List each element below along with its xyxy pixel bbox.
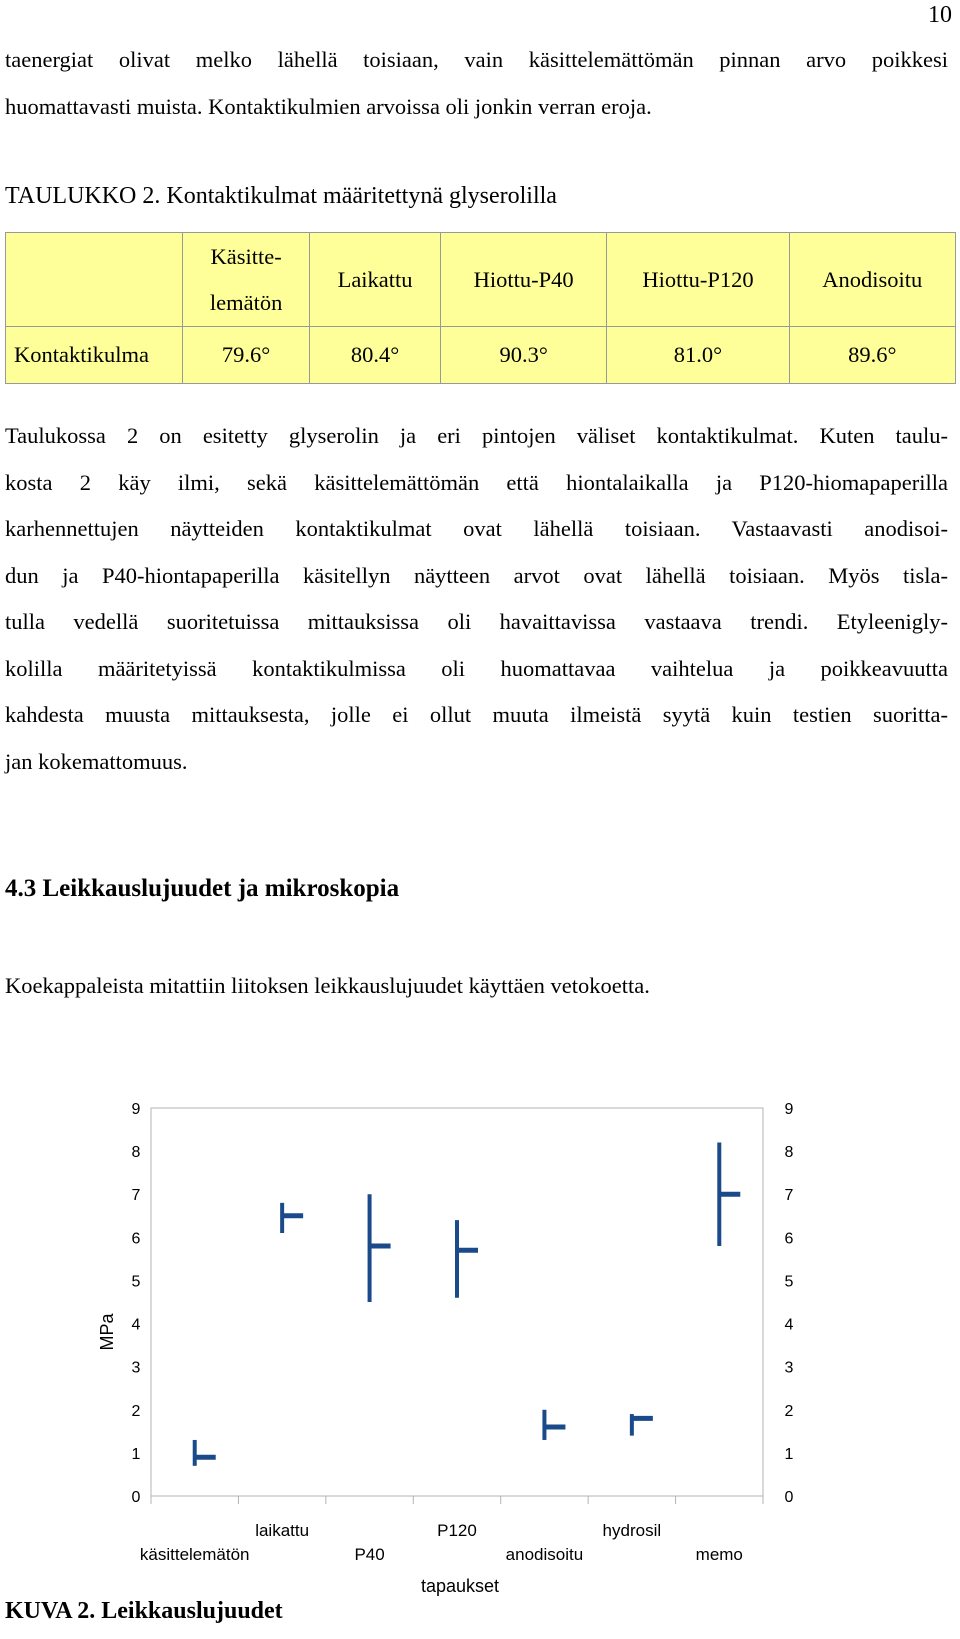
table-cell: 89.6° xyxy=(789,327,955,384)
section-text: Koekappaleista mitattiin liitoksen leikkauslujuudet käyttäen vetokoetta. xyxy=(5,973,650,998)
table-header-cell: Laikattu xyxy=(310,233,441,327)
y-tick-label-right: 1 xyxy=(784,1445,794,1463)
body-line: karhennettujen näytteiden kontaktikulmat ovat lähellä toisiaan. Vastaavasti anodisoi- xyxy=(5,516,948,541)
y-tick-label-left: 3 xyxy=(131,1359,141,1377)
section-heading: 4.3 Leikkauslujuudet ja mikroskopia xyxy=(5,875,400,902)
table-header-cell: Hiottu-P40 xyxy=(440,233,606,327)
table-header-cell xyxy=(183,233,310,327)
header-kasittelematon-1: Käsitte- xyxy=(210,243,282,269)
page-number: 10 xyxy=(928,2,952,28)
table-header-cell: Anodisoitu xyxy=(789,233,955,327)
shear-strength-chart xyxy=(0,1090,960,1610)
y-tick-label-left: 9 xyxy=(131,1101,141,1118)
x-axis xyxy=(140,1496,763,1564)
x-tick-label: anodisoitu xyxy=(505,1545,584,1564)
y-tick-label-left: 4 xyxy=(131,1316,141,1334)
y-tick-label-right: 0 xyxy=(784,1489,794,1506)
table-cell: 90.3° xyxy=(440,327,606,384)
table-header-row xyxy=(6,233,956,327)
plot-area xyxy=(151,1108,763,1496)
y-tick-label-right: 9 xyxy=(784,1101,794,1118)
y-tick-label-left: 2 xyxy=(131,1402,141,1420)
y-tick-label-left: 5 xyxy=(131,1273,141,1291)
x-tick-label: käsittelemätön xyxy=(139,1545,250,1564)
table-header-cell: Hiottu-P120 xyxy=(607,233,789,327)
body-line: tulla vedellä suoritetuissa mittauksissa oli havaittavissa vastaava trendi. Etyleenigly- xyxy=(5,609,948,634)
intro-line: taenergiat olivat melko lähellä toisiaan, vain käsittelemättömän pinnan arvo poikkesi xyxy=(5,47,948,72)
y-tick-label-right: 4 xyxy=(784,1316,794,1334)
x-tick-label: hydrosil xyxy=(602,1521,662,1540)
y-tick-label-left: 8 xyxy=(131,1144,141,1162)
table-cell: 80.4° xyxy=(310,327,441,384)
x-tick-label: P40 xyxy=(354,1545,385,1564)
table-header-cell xyxy=(6,233,183,327)
y-tick-label-left: 0 xyxy=(131,1489,141,1506)
x-tick-label: P120 xyxy=(437,1521,477,1540)
series-marks xyxy=(195,1142,741,1465)
x-tick-label: memo xyxy=(695,1545,743,1564)
x-tick-label: laikattu xyxy=(255,1521,310,1540)
x-axis-label: tapaukset xyxy=(420,1576,500,1596)
section-paragraph xyxy=(5,963,948,1010)
y-tick-label-left: 7 xyxy=(131,1187,141,1205)
body-line: jan kokemattomuus. xyxy=(5,748,188,774)
body-line: Taulukossa 2 on esitetty glyserolin ja eri pintojen väliset kontaktikulmat. Kuten taulu- xyxy=(5,423,948,448)
body-line: kolilla määritetyissä kontaktikulmissa oli huomattavaa vaihtelua ja poikkeavuutta xyxy=(5,655,948,681)
intro-line: huomattavasti muista. Kontaktikulmien arvoissa oli jonkin verran eroja. xyxy=(5,93,652,119)
body-paragraph xyxy=(5,413,948,785)
body-line: dun ja P40-hiontapaperilla käsitellyn näytteen arvot ovat lähellä toisiaan. Myös tisla- xyxy=(5,562,948,588)
y-tick-label-right: 7 xyxy=(784,1187,794,1205)
table-caption: TAULUKKO 2. Kontaktikulmat määritettynä glyserolilla xyxy=(5,183,557,209)
figure-caption: KUVA 2. Leikkauslujuudet xyxy=(5,1598,283,1624)
left-axis xyxy=(132,1101,141,1506)
y-tick-label-right: 2 xyxy=(784,1402,794,1420)
contact-angle-table xyxy=(5,232,956,384)
body-line: kahdesta muusta mittauksesta, jolle ei ollut muuta ilmeistä syytä kuin testien suoritta- xyxy=(5,702,948,727)
y-tick-label-right: 3 xyxy=(784,1359,794,1377)
y-tick-label-left: 6 xyxy=(131,1230,141,1248)
y-axis-label: MPa xyxy=(97,1313,117,1351)
y-tick-label-right: 5 xyxy=(784,1273,794,1291)
header-kasittelematon-2: lemätön xyxy=(209,289,283,315)
y-tick-label-left: 1 xyxy=(131,1445,141,1463)
body-line: kosta 2 käy ilmi, sekä käsittelemättömän että hiontalaikalla ja P120-hiomapaperilla xyxy=(5,469,948,495)
table-cell: 81.0° xyxy=(607,327,789,384)
table-data-row xyxy=(6,327,956,384)
intro-paragraph xyxy=(5,37,948,130)
row-label: Kontaktikulma xyxy=(6,327,183,384)
right-axis xyxy=(785,1101,794,1506)
y-tick-label-right: 6 xyxy=(784,1230,794,1248)
table-cell: 79.6° xyxy=(183,327,310,384)
y-tick-label-right: 8 xyxy=(784,1144,794,1162)
